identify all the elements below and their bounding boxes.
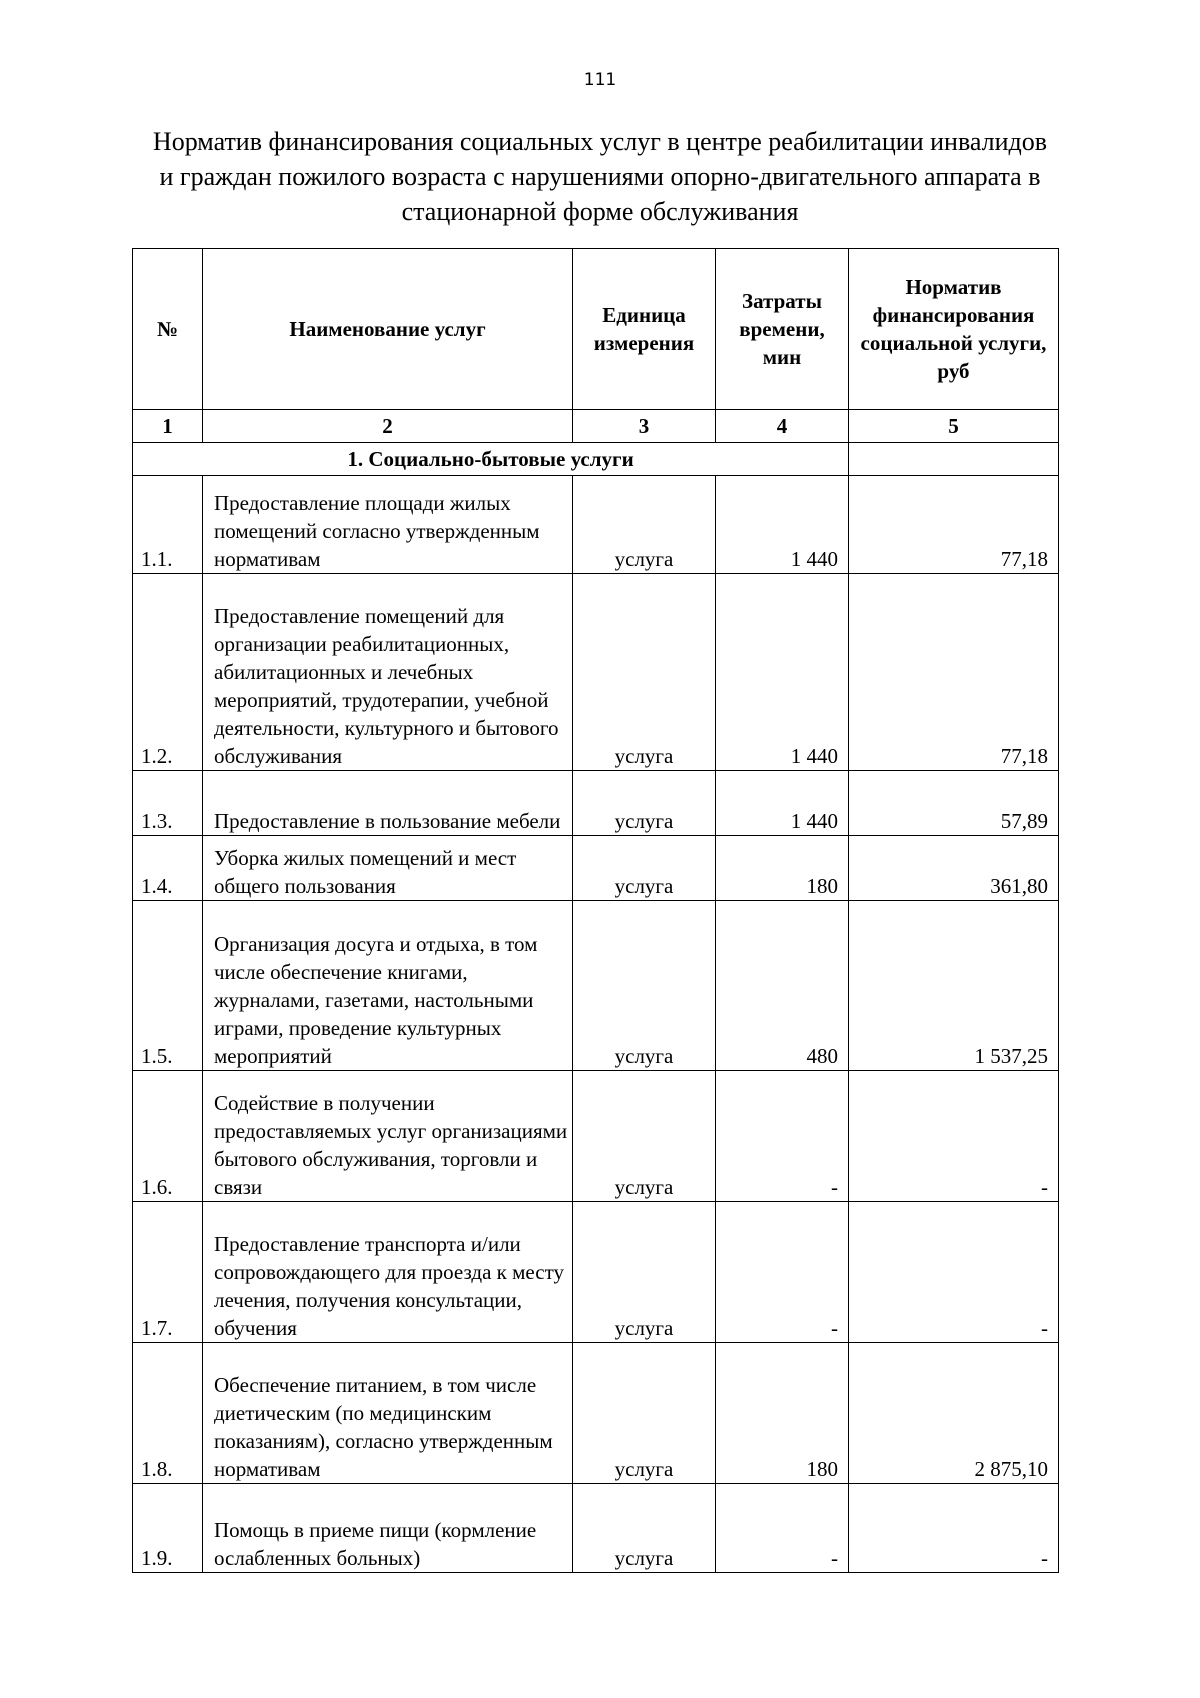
header-financing-norm: Норматив финансирования социальной услуги, руб xyxy=(849,249,1059,410)
time-minutes: 180 xyxy=(716,836,849,901)
service-name: Предоставление транспорта и/или сопровождающего для проезда к месту лечения, получения консультации, обучения xyxy=(203,1202,573,1343)
section-title: 1. Социально-бытовые услуги xyxy=(133,443,849,476)
row-number: 1.6. xyxy=(133,1071,203,1202)
financing-norm: 1 537,25 xyxy=(849,901,1059,1071)
service-name: Предоставление помещений для организации реабилитационных, абилитационных и лечебных мероприятий, трудотерапии, учебной деятельности, культурного и бытового обслуживания xyxy=(203,574,573,771)
time-minutes: - xyxy=(716,1071,849,1202)
time-minutes: - xyxy=(716,1202,849,1343)
row-number: 1.5. xyxy=(133,901,203,1071)
financing-norms-table xyxy=(132,248,1059,1573)
service-name: Уборка жилых помещений и мест общего пользования xyxy=(203,836,573,901)
financing-norm: 2 875,10 xyxy=(849,1343,1059,1484)
column-number: 2 xyxy=(203,410,573,443)
financing-norm: - xyxy=(849,1484,1059,1573)
table-row xyxy=(133,1484,1059,1573)
table-row xyxy=(133,476,1059,574)
title-line-1: Норматив финансирования социальных услуг в центре реабилитации инвалидов xyxy=(152,127,1048,156)
time-minutes: 480 xyxy=(716,901,849,1071)
row-number: 1.1. xyxy=(133,476,203,574)
financing-norm: 77,18 xyxy=(849,574,1059,771)
column-number-row xyxy=(133,410,1059,443)
section-empty-cell xyxy=(849,443,1059,476)
header-unit: Единица измерения xyxy=(573,249,716,410)
row-number: 1.9. xyxy=(133,1484,203,1573)
header-service-name: Наименование услуг xyxy=(203,249,573,410)
unit: услуга xyxy=(573,836,716,901)
time-minutes: 1 440 xyxy=(716,476,849,574)
table-row xyxy=(133,1202,1059,1343)
financing-norm: - xyxy=(849,1071,1059,1202)
header-number: № xyxy=(133,249,203,410)
row-number: 1.3. xyxy=(133,771,203,836)
table-row xyxy=(133,1343,1059,1484)
column-number: 3 xyxy=(573,410,716,443)
column-number: 1 xyxy=(133,410,203,443)
unit: услуга xyxy=(573,574,716,771)
table-row xyxy=(133,771,1059,836)
time-minutes: 180 xyxy=(716,1343,849,1484)
unit: услуга xyxy=(573,771,716,836)
financing-norm: 57,89 xyxy=(849,771,1059,836)
column-number: 4 xyxy=(716,410,849,443)
service-name: Предоставление в пользование мебели xyxy=(203,771,573,836)
unit: услуга xyxy=(573,1484,716,1573)
financing-norm: 77,18 xyxy=(849,476,1059,574)
header-time-cost: Затраты времени, мин xyxy=(716,249,849,410)
title-line-2: и граждан пожилого возраста с нарушениями опорно-двигательного аппарата в xyxy=(159,162,1041,191)
unit: услуга xyxy=(573,476,716,574)
section-row xyxy=(133,443,1059,476)
service-name: Содействие в получении предоставляемых услуг организациями бытового обслуживания, торговли и связи xyxy=(203,1071,573,1202)
header-row xyxy=(133,249,1059,410)
unit: услуга xyxy=(573,1202,716,1343)
financing-norm: 361,80 xyxy=(849,836,1059,901)
service-name: Обеспечение питанием, в том числе диетическим (по медицинским показаниям), согласно утвержденным нормативам xyxy=(203,1343,573,1484)
service-name: Помощь в приеме пищи (кормление ослабленных больных) xyxy=(203,1484,573,1573)
time-minutes: - xyxy=(716,1484,849,1573)
unit: услуга xyxy=(573,1071,716,1202)
service-name: Предоставление площади жилых помещений согласно утвержденным нормативам xyxy=(203,476,573,574)
table-row xyxy=(133,574,1059,771)
document-title xyxy=(120,124,1080,229)
table-row xyxy=(133,901,1059,1071)
time-minutes: 1 440 xyxy=(716,574,849,771)
row-number: 1.7. xyxy=(133,1202,203,1343)
row-number: 1.4. xyxy=(133,836,203,901)
table-row xyxy=(133,836,1059,901)
row-number: 1.8. xyxy=(133,1343,203,1484)
financing-norm: - xyxy=(849,1202,1059,1343)
unit: услуга xyxy=(573,901,716,1071)
column-number: 5 xyxy=(849,410,1059,443)
time-minutes: 1 440 xyxy=(716,771,849,836)
page-number: 111 xyxy=(583,70,617,90)
title-line-3: стационарной форме обслуживания xyxy=(401,197,799,226)
row-number: 1.2. xyxy=(133,574,203,771)
service-name: Организация досуга и отдыха, в том числе обеспечение книгами, журналами, газетами, настольными играми, проведение культурных мероприятий xyxy=(203,901,573,1071)
table-row xyxy=(133,1071,1059,1202)
unit: услуга xyxy=(573,1343,716,1484)
